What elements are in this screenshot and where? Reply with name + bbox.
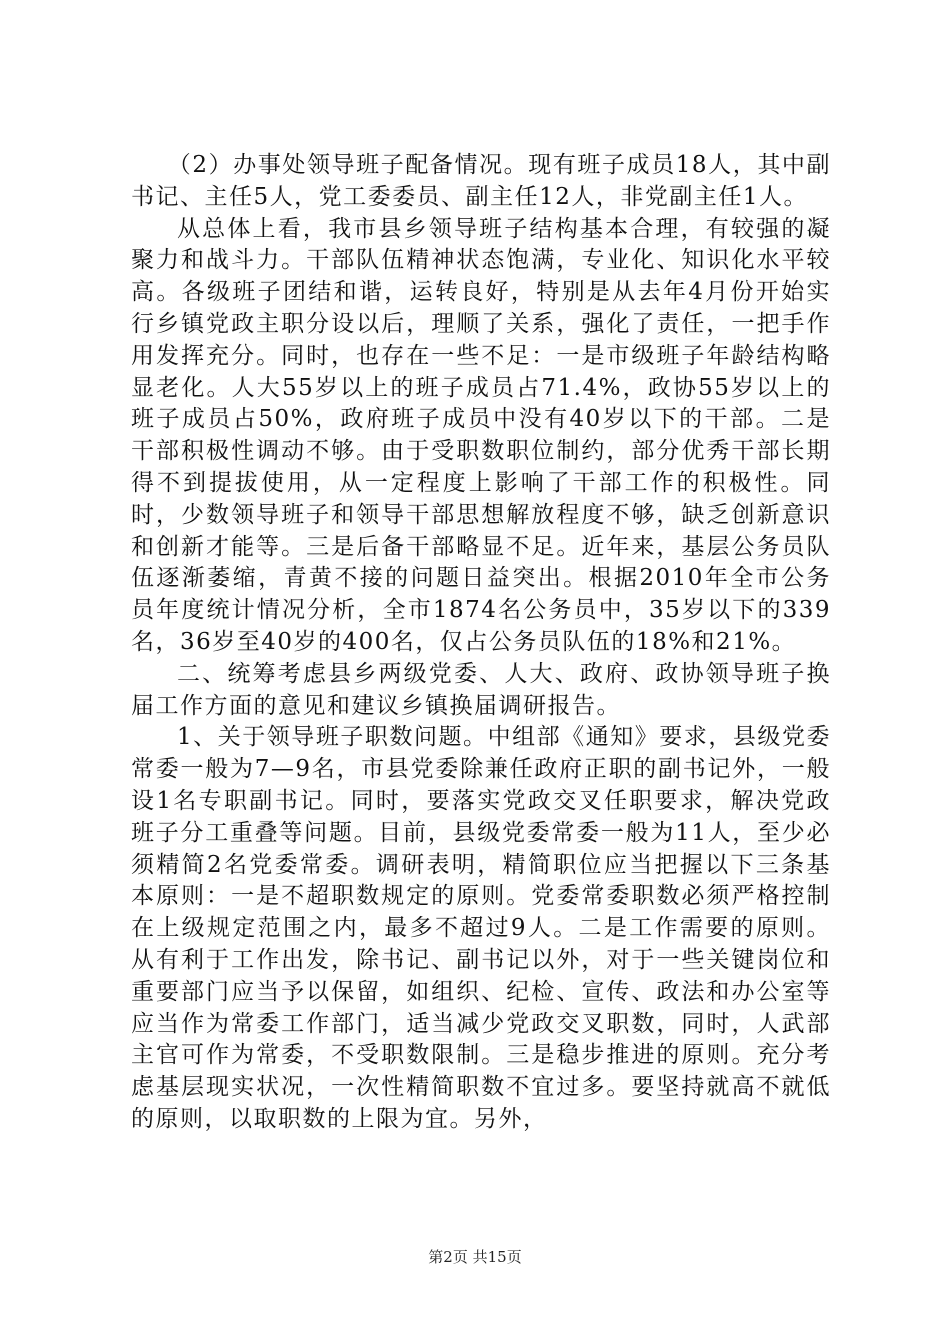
page-number-footer: 第2页 共15页 <box>428 1248 522 1266</box>
document-body <box>131 150 831 1136</box>
paragraph-position-numbers: 1、关于领导班子职数问题。中组部《通知》要求，县级党委常委一般为7—9名，市县党委除兼任政府正职的副书记外，一般设1名专职副书记。同时，要落实党政交叉任职要求，解决党政班子分工重叠等问题。目前，县级党委常委一般为11人，至少必须精简2名党委常委。调研表明，精简职位应当把握以下三条基本原则：一是不超职数规定的原则。党委常委职数必须严格控制在上级规定范围之内，最多不超过9人。二是工作需要的原则。从有利于工作出发，除书记、副书记以外，对于一些关键岗位和重要部门应当予以保留，如组织、纪检、宣传、政法和办公室等应当作为常委工作部门，适当减少党政交叉职数，同时，人武部主官可作为常委，不受职数限制。三是稳步推进的原则。充分考虑基层现实状况，一次性精简职数不宜过多。要坚持就高不就低的原则，以取职数的上限为宜。另外， <box>131 724 831 1132</box>
paragraph-overall-assessment: 从总体上看，我市县乡领导班子结构基本合理，有较强的凝聚力和战斗力。干部队伍精神状态饱满，专业化、知识化水平较高。各级班子团结和谐，运转良好，特别是从去年4月份开始实行乡镇党政主职分设以后，理顺了关系，强化了责任，一把手作用发挥充分。同时，也存在一些不足：一是市级班子年龄结构略显老化。人大55岁以上的班子成员占71.4%，政协55岁以上的班子成员占50%，政府班子成员中没有40岁以下的干部。二是干部积极性调动不够。由于受职数职位制约，部分优秀干部长期得不到提拔使用，从一定程度上影响了干部工作的积极性。同时，少数领导班子和领导干部思想解放程度不够，缺乏创新意识和创新才能等。三是后备干部略显不足。近年来，基层公务员队伍逐渐萎缩，青黄不接的问题日益突出。根据2010年全市公务员年度统计情况分析，全市1874名公务员中，35岁以下的339名，36岁至40岁的400名，仅占公务员队伍的18%和21%。 <box>131 215 831 655</box>
paragraph-section-two-heading: 二、统筹考虑县乡两级党委、人大、政府、政协领导班子换届工作方面的意见和建议乡镇换届调研报告。 <box>131 660 831 719</box>
paragraph-office-leadership: （2）办事处领导班子配备情况。现有班子成员18人，其中副书记、主任5人，党工委委员、副主任12人，非党副主任1人。 <box>131 152 831 210</box>
